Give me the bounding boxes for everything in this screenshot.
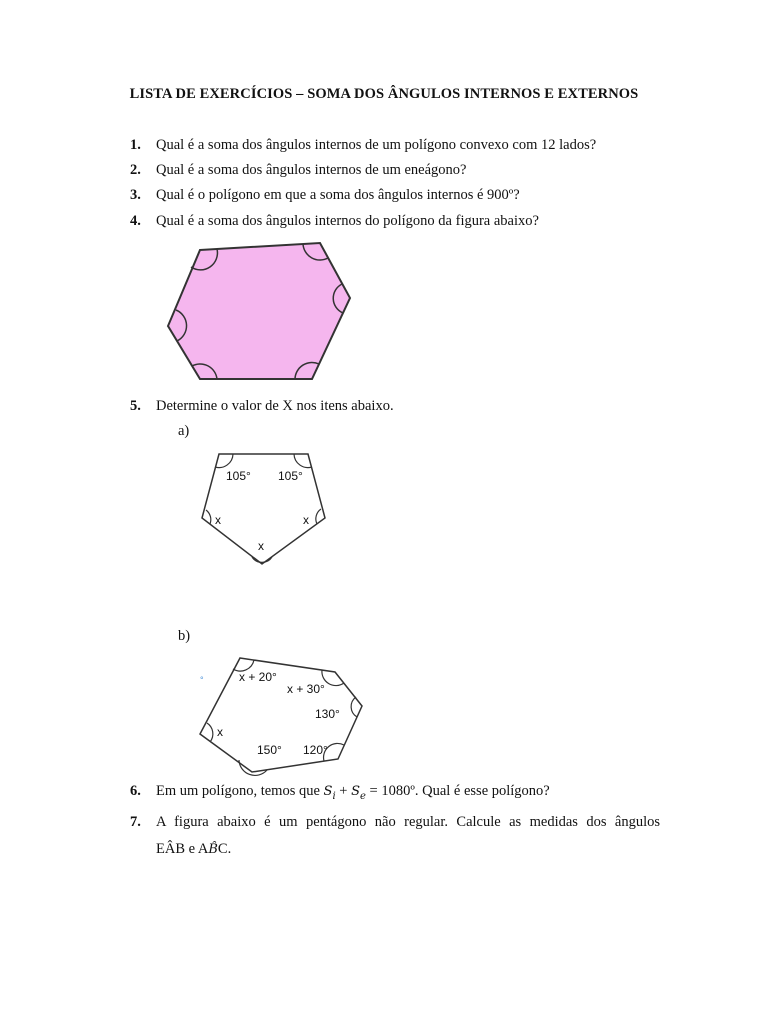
question-text-line-2 [156,836,231,863]
angle-label-left: x [215,513,221,527]
question-text: Determine o valor de X nos itens abaixo. [156,398,394,414]
angle-label-top-right: x + 30° [287,682,325,696]
question-number: 6. [130,783,141,799]
item-a-label: a) [178,423,190,439]
question-number: 4. [130,213,141,229]
angle-label-bottom: x [258,539,264,553]
question-text-line-1: A figura abaixo é um pentágono não regular. Calcule as medidas dos ângulos [156,814,660,830]
angle-label-top-left: x + 20° [239,670,277,684]
sum-internal-subscript: i [332,790,336,802]
question-text: Qual é o polígono em que a soma dos ângulos internos é 900º? [156,187,520,203]
plus-sign: + [335,783,352,799]
question-text: Qual é a soma dos ângulos internos de um eneágono? [156,162,467,178]
question-number: 7. [130,814,141,830]
angle-label-right: 130° [315,707,340,721]
angle-c-text: C. [217,841,232,857]
angle-label-right: x [303,513,309,527]
hexagon-figure-b [190,650,368,778]
angle-eab-text: EÂB e A [156,841,209,857]
sum-external-subscript: e [360,790,366,802]
angle-label-top-left: 105° [226,469,251,483]
question-number: 2. [130,162,141,178]
question-6 [130,782,550,806]
question-4 [130,212,539,230]
question-1 [130,136,596,154]
question-3 [130,186,520,204]
question-2 [130,161,466,179]
cut-off-label: ° [200,675,204,685]
question-5 [130,397,394,415]
question-text: Qual é a soma dos ângulos internos do polígono da figura abaixo? [156,213,539,229]
question-text-suffix: = 1080º. Qual é esse polígono? [365,783,550,799]
hexagon-figure [162,240,358,385]
sum-external-symbol: S [351,784,360,799]
page-title: LISTA DE EXERCÍCIOS – SOMA DOS ÂNGULOS INTERNOS E EXTERNOS [129,86,639,102]
item-b-label: b) [178,628,191,644]
question-text: Qual é a soma dos ângulos internos de um polígono convexo com 12 lados? [156,137,597,153]
angle-b-hat: B̂ [208,842,218,857]
question-number: 3. [130,187,141,203]
pentagon-figure-a [196,446,332,571]
angle-label-bottom-left: 150° [257,743,282,757]
hexagon-shape [168,243,350,379]
question-text-prefix: Em um polígono, temos que [156,783,324,799]
angle-label-bottom-right: 120° [303,743,328,757]
angle-label-left: x [217,725,223,739]
question-number: 1. [130,137,141,153]
sum-internal-symbol: S [323,784,333,799]
question-number: 5. [130,398,141,414]
angle-label-top-right: 105° [278,469,303,483]
